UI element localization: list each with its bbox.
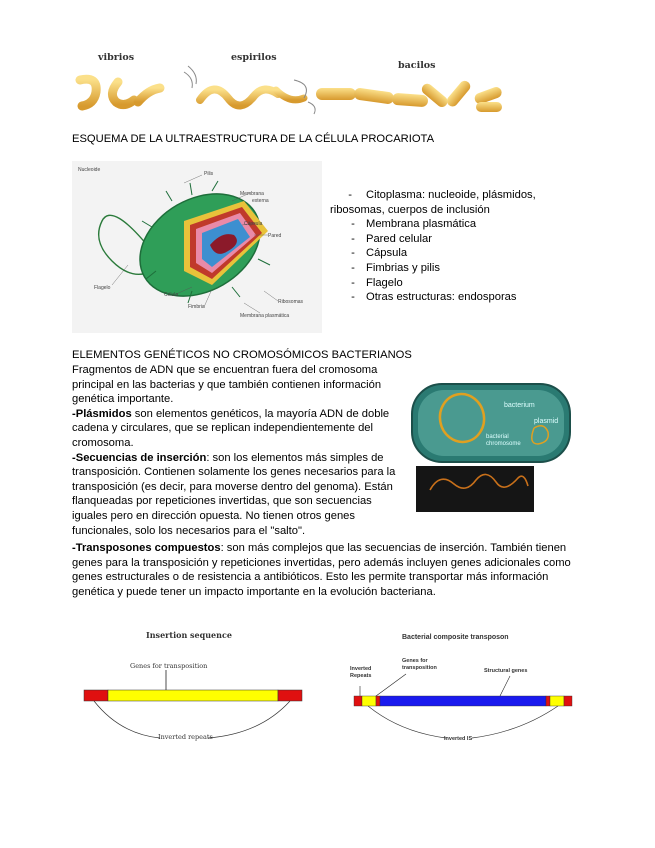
tn-structural-label: Structural genes xyxy=(484,668,528,674)
bacillus-7 xyxy=(476,102,502,112)
bacillus-2 xyxy=(353,87,394,104)
tn-term: -Transposones compuestos xyxy=(72,542,221,554)
cell-label-membrane-ext: Membrana xyxy=(240,191,264,197)
vibrio-3 xyxy=(138,88,160,102)
tn-right-is xyxy=(550,696,564,706)
tn-right-repeat-2 xyxy=(546,696,550,706)
is-line-4: flanqueadas por repeticiones invertidas, que son secuencias xyxy=(72,495,372,508)
tn-diagram-title: Bacterial composite transposon xyxy=(402,634,509,641)
plasmids-line-2: cadena y circulares, que se replican independientemente del xyxy=(72,422,374,435)
cell-label-nucleoid: Nucleoide xyxy=(78,167,101,173)
tn-genes-label: Genes for transposition xyxy=(402,658,437,671)
spirillum-2 xyxy=(276,90,304,100)
structure-list-item: - Pared celular xyxy=(351,232,432,245)
structure-list-item: - Fimbrias y pilis xyxy=(351,261,440,274)
label-chromosome-1: bacterial xyxy=(486,434,509,440)
label-espirilos: espirilos xyxy=(231,52,277,63)
tn-line-1: -Transposones compuestos: son más complejos que las secuencias de inserción. También tienen xyxy=(72,542,567,554)
structure-list-items xyxy=(340,217,620,305)
vibrio-2 xyxy=(112,82,134,105)
tn-structural-genes xyxy=(380,696,546,706)
plasmids-line-1: -Plásmidos son elementos genéticos, la mayoría ADN de doble xyxy=(72,407,390,420)
tn-left-repeat xyxy=(354,696,362,706)
is-right-repeat xyxy=(278,690,302,701)
is-term: -Secuencias de inserción xyxy=(72,451,207,464)
structure-list-item: - Otras estructuras: endosporas xyxy=(351,291,517,304)
bacterial-shapes-figure xyxy=(68,44,518,122)
section2-text-narrow xyxy=(72,363,412,538)
plasmid-figure xyxy=(410,382,573,514)
cell-label-membrane-ext2: externa xyxy=(252,198,269,204)
tn-inverted-is-label: Inverted IS xyxy=(444,736,473,742)
cell-label-plasma: Membrana plasmática xyxy=(240,313,290,319)
spirillum-1 xyxy=(200,89,278,105)
bacteria-drawing xyxy=(68,44,518,122)
structure-list-item: - Membrana plasmática xyxy=(351,218,477,231)
intro-line-2: principal en las bacterias y que también contienen información xyxy=(72,378,382,391)
insertion-sequence-diagram xyxy=(80,626,310,756)
is-repeats-label: Inverted repeats xyxy=(158,733,213,741)
bacillus-3 xyxy=(392,93,429,107)
cell-label-wall: Pared xyxy=(268,233,282,239)
cell-label-pili: Pilis xyxy=(204,171,214,177)
plasmid-drawing xyxy=(410,382,573,514)
tn-line-2: genes para la transposición y repeticiones invertidas, pero además incluyen genes adicionales como xyxy=(72,556,571,569)
plasmids-term: -Plásmidos xyxy=(72,407,132,420)
is-line-1: -Secuencias de inserción: son los elementos más simples de xyxy=(72,451,384,464)
label-chromosome-2: chromosome xyxy=(486,441,521,447)
section2-title: ELEMENTOS GENÉTICOS NO CROMOSÓMICOS BACTERIANOS xyxy=(72,349,412,361)
tn-right-repeat xyxy=(564,696,572,706)
prokaryote-cell-figure xyxy=(72,161,322,333)
structure-list-item: - Cápsula xyxy=(351,247,408,260)
list-item-cytoplasm-cont: ribosomas, cuerpos de inclusión xyxy=(330,203,490,216)
intro-line-3: genética importante. xyxy=(72,393,174,406)
spirillum-flagellum xyxy=(184,66,196,88)
is-line-6: funcionales, solo los necesarios para el "salto". xyxy=(72,524,306,537)
is-left-repeat xyxy=(84,690,108,701)
list-item-cytoplasm: - Citoplasma: nucleoide, plásmidos, xyxy=(348,189,536,201)
tn-left-is xyxy=(362,696,376,706)
structure-list-item: - Flagelo xyxy=(351,276,403,289)
label-bacilos: bacilos xyxy=(398,60,436,71)
composite-transposon-diagram xyxy=(350,632,580,756)
is-genes-label: Genes for transposition xyxy=(130,662,208,670)
tn-left-repeat-2 xyxy=(376,696,380,706)
vibrio-1 xyxy=(80,79,96,106)
label-plasmid: plasmid xyxy=(534,418,559,425)
cell-label-flagellum: Flagelo xyxy=(94,285,111,291)
micrograph xyxy=(416,466,534,512)
label-bacterium: bacterium xyxy=(504,402,535,409)
tn-line-3: genes estructurales o de resistencia a antibióticos. Esto les permite transportar más información xyxy=(72,571,549,584)
cell-label-ribosome: Ribosomas xyxy=(278,299,304,305)
tn-inverted-repeats-label: Inverted Repeats xyxy=(350,666,372,679)
section1-title: ESQUEMA DE LA ULTRAESTRUCTURA DE LA CÉLULA PROCARIOTA xyxy=(72,133,435,145)
is-line-5: iguales pero en dirección opuesta. No tienen otros genes xyxy=(72,509,355,522)
tn-line-4: genética y puede tener un impacto importante en la evolución bacteriana. xyxy=(72,585,436,598)
cell-label-cell: Célula xyxy=(164,292,179,298)
bacillus-5 xyxy=(445,79,473,109)
cell-label-fimbria: Fimbria xyxy=(188,304,205,310)
is-diagram-title: Insertion sequence xyxy=(146,630,232,640)
section2-text-wide xyxy=(72,541,612,599)
structure-list xyxy=(330,188,620,305)
is-line-2: transposición. Contienen solamente los genes necesarios para la xyxy=(72,466,396,479)
label-vibrios: vibrios xyxy=(98,52,135,63)
intro-line-1: Fragmentos de ADN que se encuentran fuera del cromosoma xyxy=(72,364,378,376)
is-transposase xyxy=(108,690,278,701)
is-line-3: transposición (es decir, para moverse dentro del genoma). Están xyxy=(72,480,393,493)
plasmids-line-3: cromosoma. xyxy=(72,436,134,449)
bacillus-1 xyxy=(316,88,356,100)
cell-label-capsule: Cápsula xyxy=(244,221,263,227)
